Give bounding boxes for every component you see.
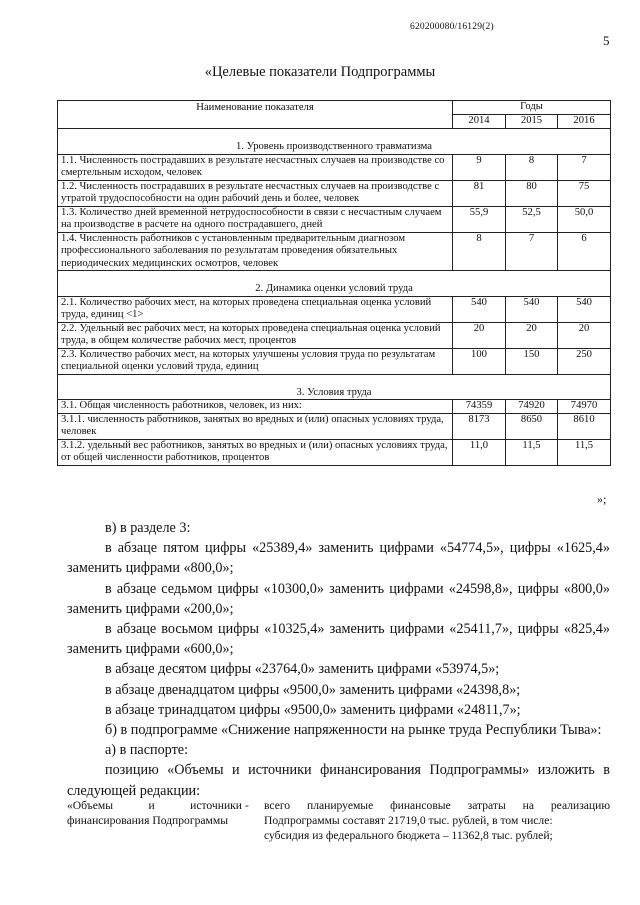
indicator-value: 55,9 [453,206,506,232]
year-header: 2014 [453,115,506,129]
table-row [58,322,611,348]
paragraph: в абзаце седьмом цифры «10300,0» заменить цифрами «24598,8», цифры «800,0» заменить цифрами «200,0»; [67,580,610,617]
indicator-name: 3.1.2. удельный вес работников, занятых во вредных и (или) опасных условиях труда, от общей численности работников, процентов [58,439,453,465]
paragraph: позицию «Объемы и источники финансирования Подпрограммы» изложить в следующей редакции: [67,762,610,799]
year-header: 2015 [506,115,558,129]
indicator-name: 2.2. Удельный вес рабочих мест, на которых проведена специальная оценка условий труда, в общем количестве рабочих мест, процентов [58,322,453,348]
table-row [58,206,611,232]
indicator-value: 52,5 [506,206,558,232]
indicator-value: 74970 [558,400,611,414]
indicator-name: 1.4. Численность работников с установленным предварительным диагнозом профессионального заболевания по результатам проведения обязательных периодических медицинских осмотров, человек [58,232,453,271]
passport-line: субсидия из федерального бюджета – 11362,8 тыс. рублей; [264,829,553,842]
indicator-value: 540 [453,296,506,322]
indicator-value: 50,0 [558,206,611,232]
indicator-name: 1.2. Численность пострадавших в результате несчастных случаев на производстве с утратой трудоспособности на один рабочий день и более, человек [58,180,453,206]
indicator-value: 540 [506,296,558,322]
table-row [58,400,611,414]
table-row [58,296,611,322]
paragraph: б) в подпрограмме «Снижение напряженности на рынке труда Республики Тыва»: [105,722,602,739]
paragraph: в абзаце тринадцатом цифры «9500,0» заменить цифрами «24811,7»; [105,701,521,718]
indicator-value: 150 [506,348,558,374]
table-row [58,439,611,465]
section-title: 2. Динамика оценки условий труда [58,283,611,296]
indicator-value: 11,0 [453,439,506,465]
indicator-value: 7 [506,232,558,271]
indicator-value: 74359 [453,400,506,414]
section-title: 3. Условия труда [58,387,611,400]
passport-label: «Объемы и источники финансирования Подпрограммы [67,799,242,827]
column-header-name: Наименование показателя [58,101,453,129]
indicator-value: 80 [506,180,558,206]
paragraph: в абзаце пятом цифры «25389,4» заменить цифрами «54774,5», цифры «1625,4» заменить цифрами «800,0»; [67,540,610,577]
indicator-value: 9 [453,154,506,180]
closing-quote: »; [597,492,607,506]
indicator-value: 20 [506,322,558,348]
indicator-value: 7 [558,154,611,180]
indicator-value: 74920 [506,400,558,414]
document-id: 620200080/16129(2) [410,22,494,32]
indicator-name: 2.3. Количество рабочих мест, на которых улучшены условия труда по результатам специальной оценки условий труда, единиц [58,348,453,374]
passport-line: всего планируемые финансовые затраты на реализацию Подпрограммы составят 21719,0 тыс. рублей, в том числе: [264,799,610,827]
indicators-table [57,100,611,466]
indicator-value: 250 [558,348,611,374]
year-header: 2016 [558,115,611,129]
indicator-value: 8 [453,232,506,271]
table-row [58,232,611,271]
passport-dash: - [245,799,249,812]
indicator-name: 2.1. Количество рабочих мест, на которых проведена специальная оценка условий труда, единиц <1> [58,296,453,322]
paragraph: в абзаце восьмом цифры «10325,4» заменить цифрами «25411,7», цифры «825,4» заменить цифрами «600,0»; [67,621,610,658]
indicator-value: 6 [558,232,611,271]
table-row [58,180,611,206]
passport-value [264,798,610,843]
section-title: 1. Уровень производственного травматизма [58,141,611,154]
spacer-row [58,271,611,284]
indicator-name: 1.1. Численность пострадавших в результате несчастных случаев на производстве со смертельным исходом, человек [58,154,453,180]
indicator-name: 1.3. Количество дней временной нетрудоспособности в связи с несчастным случаем на производстве в расчете на одного пострадавшего, дней [58,206,453,232]
indicator-value: 75 [558,180,611,206]
indicator-value: 8610 [558,413,611,439]
column-header-years: Годы [453,101,611,115]
indicator-value: 11,5 [506,439,558,465]
indicator-value: 540 [558,296,611,322]
paragraph: в абзаце двенадцатом цифры «9500,0» заменить цифрами «24398,8»; [105,681,521,698]
spacer-row [58,129,611,142]
amendment-text [67,518,610,801]
page-title: «Целевые показатели Подпрограммы [204,64,436,80]
indicator-value: 20 [453,322,506,348]
indicator-value: 8173 [453,413,506,439]
paragraph: в) в разделе 3: [105,520,191,536]
indicator-value: 11,5 [558,439,611,465]
indicator-name: 3.1. Общая численность работников, человек, из них: [58,400,453,414]
page-number: 5 [603,33,610,48]
table-row [58,413,611,439]
indicator-value: 81 [453,180,506,206]
indicator-name: 3.1.1. численность работников, занятых во вредных и (или) опасных условиях труда, человек [58,413,453,439]
indicator-value: 8 [506,154,558,180]
spacer-row [58,374,611,387]
paragraph: в абзаце десятом цифры «23764,0» заменить цифрами «53974,5»; [105,661,500,678]
indicator-value: 8650 [506,413,558,439]
table-row [58,348,611,374]
paragraph: а) в паспорте: [105,742,189,759]
indicator-value: 20 [558,322,611,348]
indicator-value: 100 [453,348,506,374]
table-row [58,154,611,180]
